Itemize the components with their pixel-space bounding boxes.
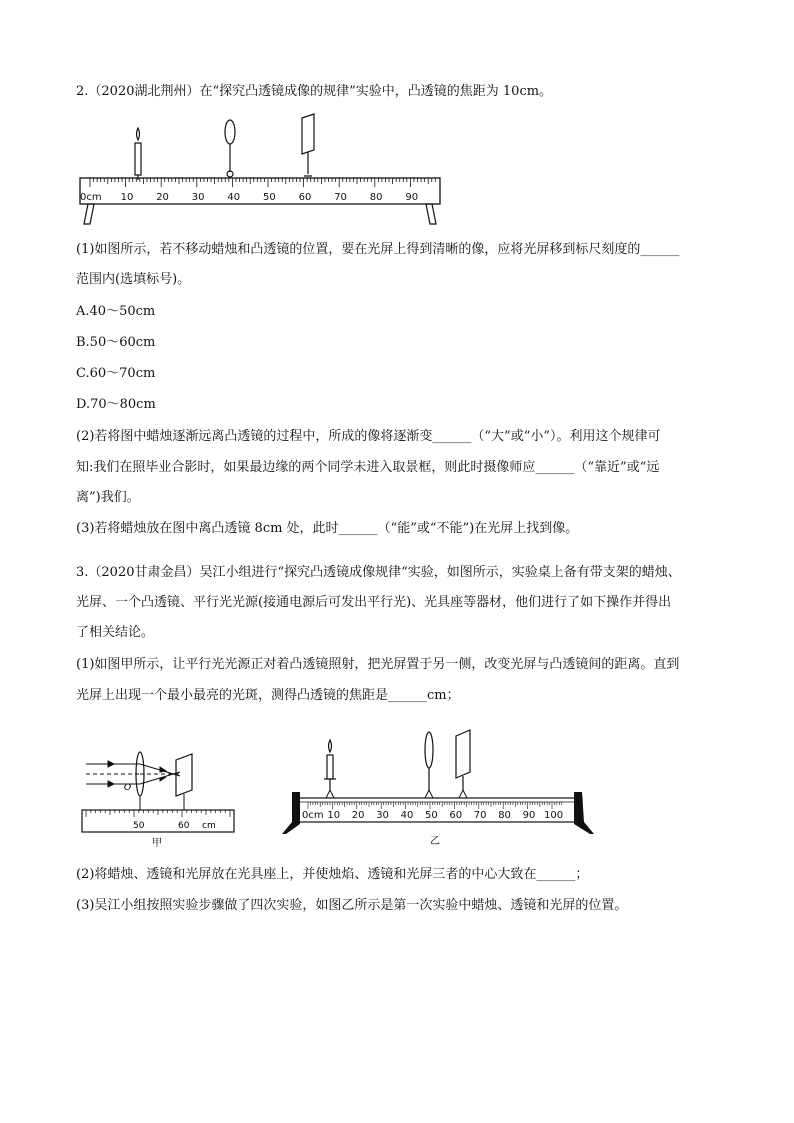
- candle-icon: [135, 128, 141, 180]
- ruler-label: 60: [178, 821, 190, 831]
- convex-lens-icon: [225, 120, 235, 177]
- ruler-label: 20: [351, 810, 365, 821]
- ruler-label: 10: [120, 192, 134, 203]
- ruler-label: 60: [298, 192, 312, 203]
- light-screen-icon: [302, 114, 314, 176]
- figure-caption-jia: 甲: [152, 838, 162, 848]
- ruler-label: 90: [405, 192, 419, 203]
- q2-option-a: A.40～50cm: [76, 304, 156, 319]
- q2-sub2-line3: 离”)我们。: [76, 490, 140, 505]
- ruler-leg-right: [426, 204, 436, 224]
- ruler-leg-left: [84, 204, 94, 224]
- ruler-label: 0cm: [302, 810, 324, 821]
- q3-sub1-line1: (1)如图甲所示，让平行光光源正对着凸透镜照射，把光屏置于另一侧，改变光屏与凸透镜间的距离。直到: [76, 657, 680, 672]
- q2-option-c: C.60～70cm: [76, 366, 156, 381]
- ruler-label: 90: [522, 810, 536, 821]
- ruler-label: 50: [263, 192, 276, 203]
- bench-support-right: [574, 792, 594, 834]
- ruler-label: 40: [400, 810, 414, 821]
- q3-line3: 了相关结论。: [76, 625, 155, 640]
- light-screen-icon: [456, 730, 470, 798]
- ruler-label: 60: [449, 810, 463, 821]
- ruler-label: 80: [498, 810, 511, 821]
- q2-option-b: B.50～60cm: [76, 335, 156, 350]
- q2-optical-bench-figure: [78, 110, 448, 230]
- ruler-label: 40: [227, 192, 241, 203]
- bench-support-left: [282, 792, 300, 834]
- q2-sub3: (3)若将蜡烛放在图中离凸透镜 8cm 处，此时______（“能”或“不能”)在光屏上找到像。: [76, 521, 579, 536]
- ruler-label: 20: [156, 192, 169, 203]
- q2-sub1-line1: (1)如图所示，若不移动蜡烛和凸透镜的位置，要在光屏上得到清晰的像，应将光屏移到标尺刻度的______: [76, 242, 680, 257]
- q3-sub2: (2)将蜡烛、透镜和光屏放在光具座上，并使烛焰、透镜和光屏三者的中心大致在______；: [76, 867, 589, 882]
- q2-sub2-line1: (2)若将图中蜡烛逐渐远离凸透镜的过程中，所成的像将逐渐变______（“大”或“小”）。利用这个规律可: [76, 429, 661, 444]
- ruler-label: cm: [202, 821, 216, 831]
- ruler-label: 100: [544, 810, 564, 821]
- ruler-label: 50: [133, 821, 145, 831]
- ruler-label: 10: [327, 810, 341, 821]
- q2-title: 2.（2020湖北荆州）在“探究凸透镜成像的规律”实验中，凸透镜的焦距为 10cm。: [76, 84, 553, 99]
- q3-figure-yi: [280, 722, 600, 848]
- q3-figure-jia: [78, 736, 238, 848]
- svg-text:O: O: [124, 783, 132, 793]
- ruler-label: 70: [334, 192, 347, 203]
- ruler-bar: [80, 178, 440, 204]
- q2-sub2-line2: 知:我们在照毕业合影时，如果最边缘的两个同学未进入取景框，则此时摄像师应______（“靠近”或“远: [76, 460, 660, 475]
- light-rays: [86, 761, 180, 787]
- convex-lens-icon: [425, 732, 433, 798]
- ruler-label: 50: [425, 810, 438, 821]
- q2-option-d: D.70～80cm: [76, 397, 156, 412]
- ruler-label: 30: [191, 192, 205, 203]
- ruler-label: 70: [473, 810, 487, 821]
- candle-icon: [324, 740, 336, 798]
- ruler-label: 0cm: [80, 192, 102, 203]
- q2-sub1-line2: 范围内(选填标号)。: [76, 272, 191, 287]
- q3-line1: 3.（2020甘肃金昌）吴江小组进行“探究凸透镜成像规律“实验，如图所示，实验桌上备有带支架的蜡烛、: [76, 565, 681, 580]
- q3-line2: 光屏、一个凸透镜、平行光光源(接通电源后可发出平行光)、光具座等器材，他们进行了如下操作并得出: [76, 595, 672, 610]
- ruler-label: 30: [376, 810, 389, 821]
- q3-sub3: (3)吴江小组按照实验步骤做了四次实验，如图乙所示是第一次实验中蜡烛、透镜和光屏的位置。: [76, 898, 628, 913]
- ruler-label: 80: [369, 192, 383, 203]
- q3-sub1-line2: 光屏上出现一个最小最亮的光斑，测得凸透镜的焦距是______cm；: [76, 688, 460, 703]
- figure-caption-yi: 乙: [430, 836, 440, 847]
